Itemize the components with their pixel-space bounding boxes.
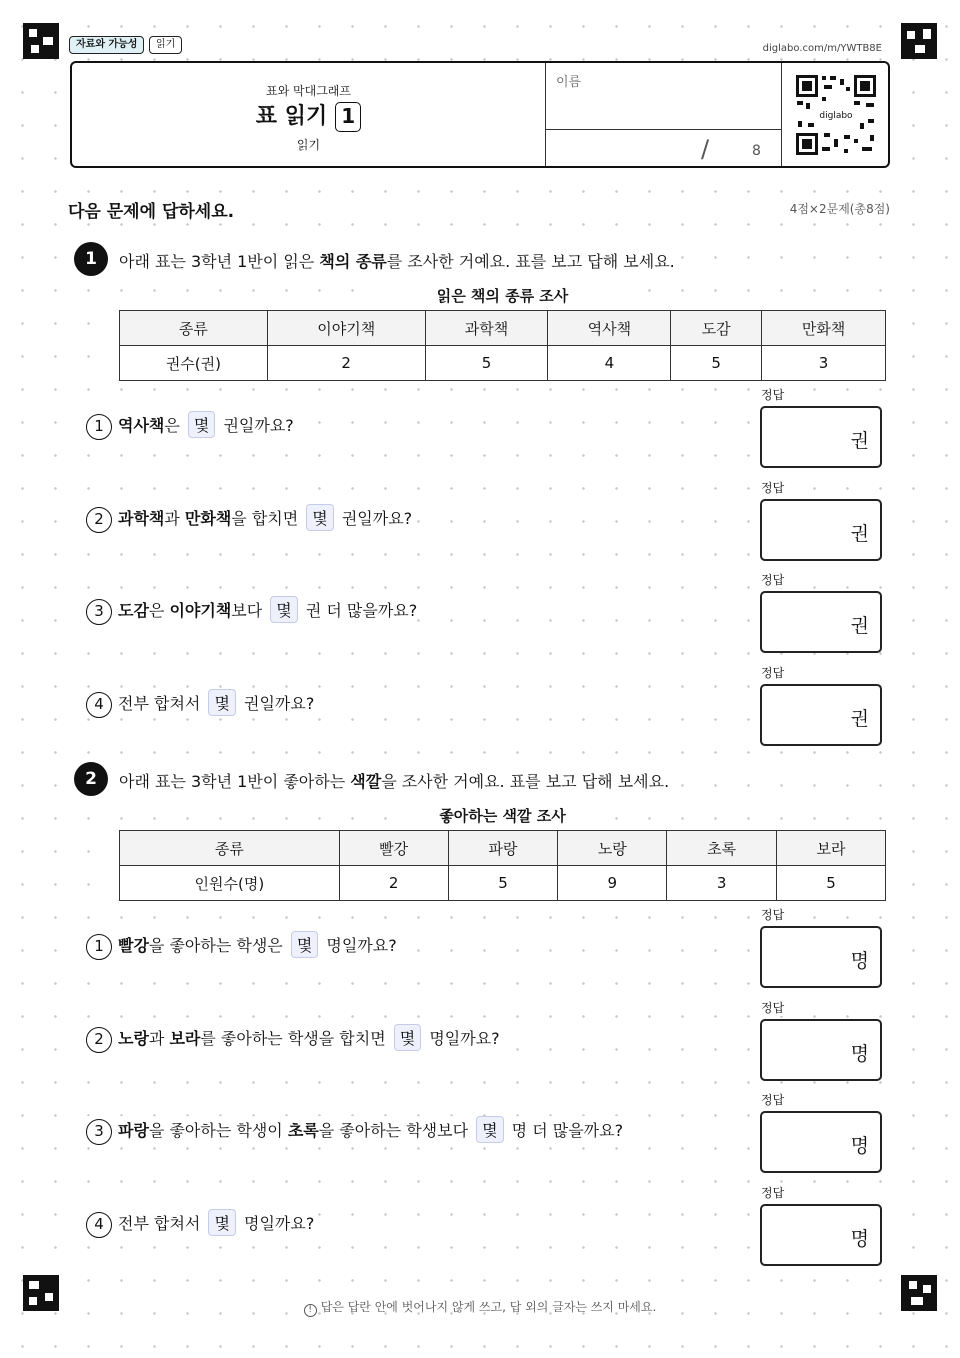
answer-box-1-4[interactable]	[760, 684, 882, 746]
subject-tag: 자료와 가능성	[69, 36, 144, 54]
qr-code-icon	[794, 73, 878, 157]
worksheet-title	[72, 99, 545, 132]
answer-unit: 권	[850, 430, 869, 452]
table-cell: 인원수(명)	[120, 866, 340, 901]
question-1-2: 2 과학책과 만화책을 합치면 몇 권일까요?	[86, 504, 412, 533]
table-cell: 3	[667, 866, 777, 901]
answer-label: 정답	[761, 573, 785, 587]
ask-highlight: 몇	[476, 1116, 503, 1143]
question-number: 2	[86, 1027, 112, 1053]
ask-highlight: 몇	[208, 1209, 235, 1236]
table-cell: 5	[448, 866, 558, 901]
table-header-cell: 보라	[777, 831, 886, 866]
question-2-3: 3 파랑을 좋아하는 학생이 초록을 좋아하는 학생보다 몇 명 더 많을까요?	[86, 1116, 623, 1145]
answer-unit: 명	[850, 1228, 869, 1250]
answer-unit: 명	[850, 1135, 869, 1157]
table-header-cell: 파랑	[448, 831, 558, 866]
skill-tag: 읽기	[149, 36, 182, 54]
table-header-cell: 만화책	[762, 311, 886, 346]
question-1-3: 3 도감은 이야기책보다 몇 권 더 많을까요?	[86, 596, 417, 625]
ask-highlight: 몇	[306, 504, 333, 531]
footer-note: ! 답은 답란 안에 벗어나지 않게 쓰고, 답 외의 글자는 쓰지 마세요.	[0, 1298, 960, 1317]
ask-highlight: 몇	[188, 411, 215, 438]
answer-box-1-2[interactable]	[760, 499, 882, 561]
answer-label: 정답	[761, 1001, 785, 1015]
answer-unit: 권	[850, 615, 869, 637]
question-number: 4	[86, 1212, 112, 1238]
problem-2-table	[119, 830, 886, 901]
problem-1-prompt: 아래 표는 3학년 1반이 읽은 책의 종류를 조사한 거예요. 표를 보고 답해 보세요.	[119, 249, 675, 272]
corner-marker-top-left	[23, 23, 59, 59]
table-row	[120, 866, 886, 901]
points-info: 4점×2문제(총8점)	[789, 202, 890, 216]
table-cell: 9	[558, 866, 667, 901]
question-2-1: 1 빨강을 좋아하는 학생은 몇 명일까요?	[86, 931, 397, 960]
question-2-2: 2 노랑과 보라를 좋아하는 학생을 합치면 몇 명일까요?	[86, 1024, 500, 1053]
answer-label: 정답	[761, 1093, 785, 1107]
question-1-4: 4 전부 합쳐서 몇 권일까요?	[86, 689, 314, 718]
table-header-cell: 역사책	[548, 311, 671, 346]
warning-icon: !	[304, 1304, 317, 1317]
answer-unit: 권	[850, 523, 869, 545]
answer-label: 정답	[761, 1186, 785, 1200]
worksheet-url: diglabo.com/m/YWTB8E	[762, 43, 882, 54]
problem-1-table	[119, 310, 886, 381]
answer-label: 정답	[761, 666, 785, 680]
answer-box-2-3[interactable]	[760, 1111, 882, 1173]
table-cell: 5	[425, 346, 548, 381]
instructions: 다음 문제에 답하세요.	[68, 202, 235, 222]
corner-marker-top-right	[901, 23, 937, 59]
question-number: 1	[86, 414, 112, 440]
table-cell: 권수(권)	[120, 346, 268, 381]
name-divider	[546, 129, 781, 130]
table-header-cell: 종류	[120, 831, 340, 866]
table-cell: 2	[339, 866, 448, 901]
answer-label: 정답	[761, 388, 785, 402]
worksheet-header	[70, 61, 890, 168]
ask-highlight: 몇	[270, 596, 297, 623]
table-cell: 4	[548, 346, 671, 381]
table-cell: 3	[762, 346, 886, 381]
answer-unit: 권	[850, 708, 869, 730]
table-header-cell: 종류	[120, 311, 268, 346]
problem-2-prompt: 아래 표는 3학년 1반이 좋아하는 색깔을 조사한 거예요. 표를 보고 답해 보세요.	[119, 769, 669, 792]
table-cell: 2	[267, 346, 425, 381]
title-number: 1	[335, 102, 361, 132]
answer-unit: 명	[850, 950, 869, 972]
question-2-4: 4 전부 합쳐서 몇 명일까요?	[86, 1209, 314, 1238]
problem-1-table-title: 읽은 책의 종류 조사	[380, 285, 625, 306]
answer-unit: 명	[850, 1043, 869, 1065]
problem-2-number: 2	[74, 762, 108, 796]
name-label: 이름	[556, 75, 582, 90]
title-area	[72, 63, 546, 166]
answer-box-2-2[interactable]	[760, 1019, 882, 1081]
question-number: 4	[86, 692, 112, 718]
question-number: 3	[86, 599, 112, 625]
answer-label: 정답	[761, 908, 785, 922]
worksheet-category: 읽기	[296, 138, 321, 152]
question-1-1: 1 역사책은 몇 권일까요?	[86, 411, 294, 440]
score-slash: /	[701, 135, 710, 163]
answer-label: 정답	[761, 481, 785, 495]
table-header-cell: 과학책	[425, 311, 548, 346]
qr-logo-text: diglabo	[819, 111, 853, 121]
table-header-cell: 도감	[671, 311, 762, 346]
question-number: 2	[86, 507, 112, 533]
score-total: 8	[752, 143, 761, 159]
student-info-area	[546, 63, 782, 166]
table-cell: 5	[671, 346, 762, 381]
question-number: 3	[86, 1119, 112, 1145]
table-row	[120, 346, 886, 381]
table-cell: 5	[777, 866, 886, 901]
ask-highlight: 몇	[208, 689, 235, 716]
ask-highlight: 몇	[291, 931, 318, 958]
table-row	[120, 311, 886, 346]
table-header-cell: 빨강	[339, 831, 448, 866]
answer-box-2-1[interactable]	[760, 926, 882, 988]
answer-box-2-4[interactable]	[760, 1204, 882, 1266]
problem-1-number: 1	[74, 242, 108, 276]
table-header-cell: 이야기책	[267, 311, 425, 346]
table-header-cell: 노랑	[558, 831, 667, 866]
title-text: 표 읽기	[255, 104, 328, 129]
question-number: 1	[86, 934, 112, 960]
answer-box-1-1[interactable]	[760, 406, 882, 468]
table-row	[120, 831, 886, 866]
problem-2-table-title: 좋아하는 색깔 조사	[400, 805, 605, 826]
unit-subtitle: 표와 막대그래프	[266, 84, 351, 98]
answer-box-1-3[interactable]	[760, 591, 882, 653]
table-header-cell: 초록	[667, 831, 777, 866]
ask-highlight: 몇	[394, 1024, 421, 1051]
